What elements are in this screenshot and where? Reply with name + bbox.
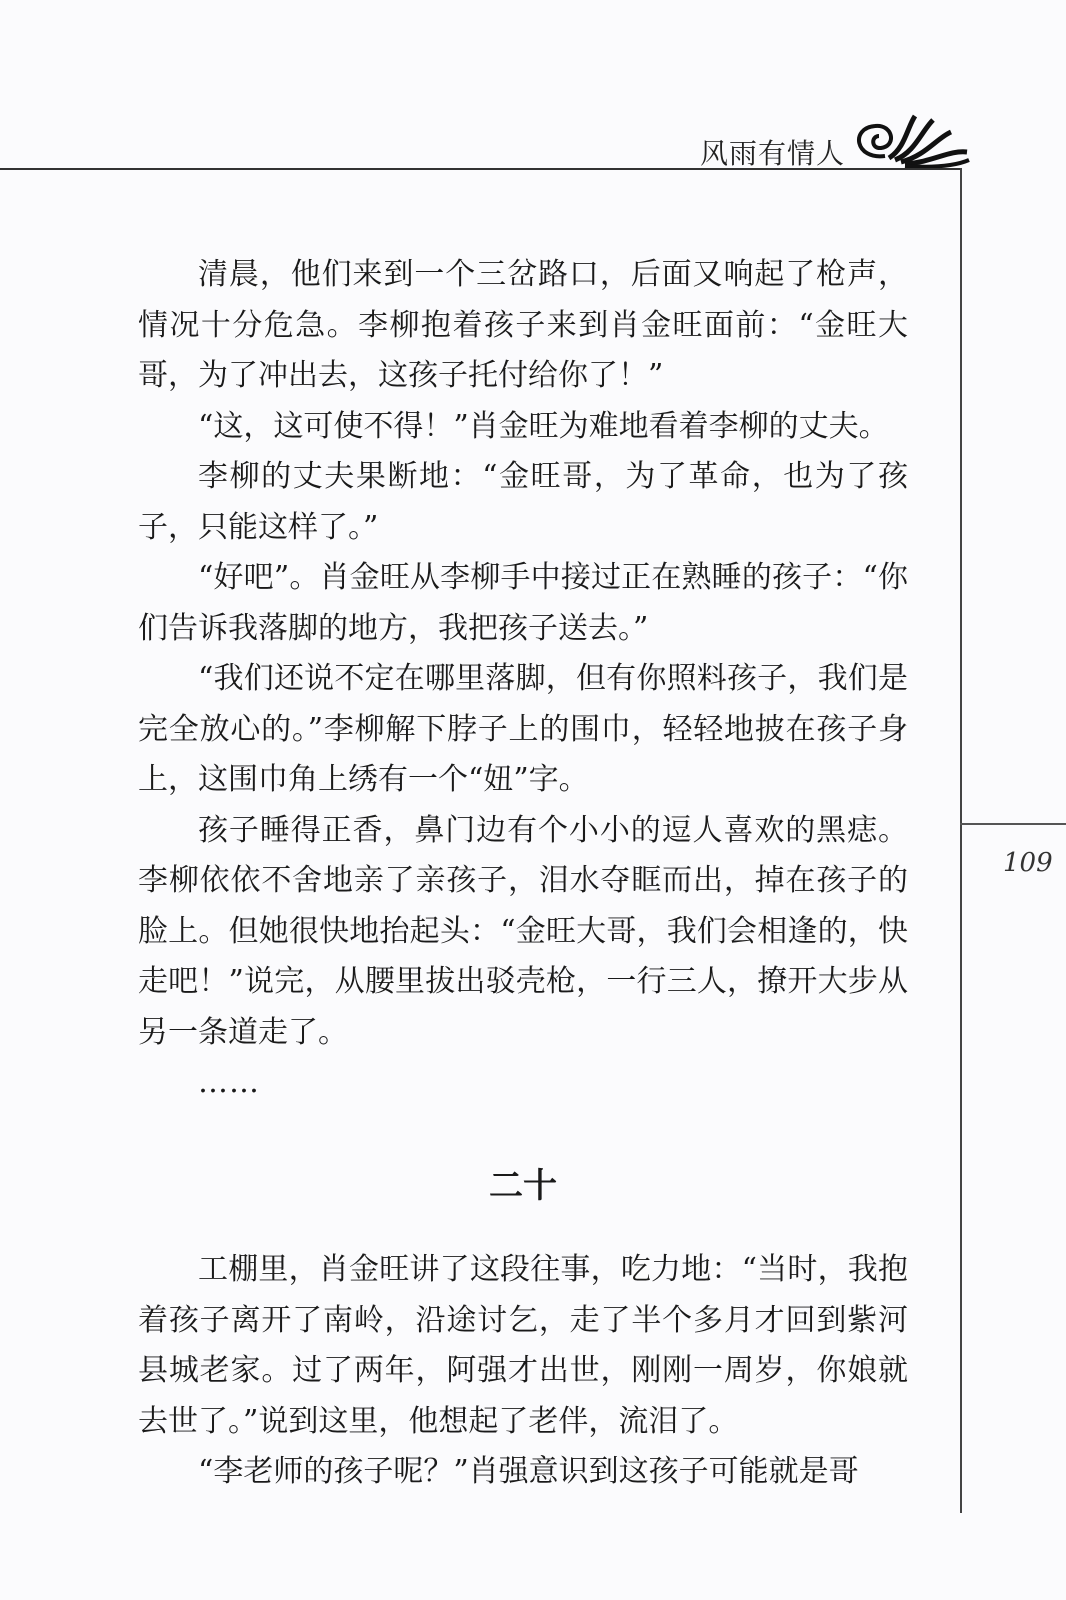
section-heading: 二十 bbox=[489, 1165, 557, 1206]
paragraph: 孩子睡得正香，鼻门边有个小小的逗人喜欢的黑痣。李柳依依不舍地亲了亲孩子，泪水夺眶而出，掉在孩子的脸上。但她很快地抬起头：“金旺大哥，我们会相逢的，快走吧！”说完，从腰里拔出驳壳枪，一行三人，撩开大步从另一条道走了。 bbox=[138, 812, 908, 1050]
paragraph: 李柳的丈夫果断地：“金旺哥，为了革命，也为了孩子，只能这样了。” bbox=[138, 459, 908, 545]
ellipsis: …… bbox=[198, 1065, 260, 1100]
page-number-rule bbox=[960, 823, 1066, 825]
paragraph: 工棚里，肖金旺讲了这段往事，吃力地：“当时，我抱着孩子离开了南岭，沿途讨乞，走了半个多月才回到紫河县城老家。过了两年，阿强才出世，刚刚一周岁，你娘就去世了。”说到这里，他想起了老伴，流泪了。 bbox=[138, 1252, 908, 1439]
paragraph: “好吧”。肖金旺从李柳手中接过正在熟睡的孩子：“你们告诉我落脚的地方，我把孩子送去。” bbox=[138, 560, 908, 646]
running-header-title: 风雨有情人 bbox=[700, 137, 846, 170]
paragraph: “我们还说不定在哪里落脚，但有你照料孩子，我们是完全放心的。”李柳解下脖子上的围巾，轻轻地披在孩子身上，这围巾角上绣有一个“妞”字。 bbox=[138, 661, 908, 797]
header-rule bbox=[0, 168, 962, 170]
paragraph: 清晨，他们来到一个三岔路口，后面又响起了枪声，情况十分危急。李柳抱着孩子来到肖金旺面前：“金旺大哥，为了冲出去，这孩子托付给你了！” bbox=[138, 257, 908, 393]
page-number: 109 bbox=[1003, 848, 1053, 878]
paragraph: “这，这可使不得！”肖金旺为难地看着李柳的丈夫。 bbox=[198, 408, 889, 444]
body-text bbox=[138, 250, 908, 1498]
paragraph: “李老师的孩子呢？”肖强意识到这孩子可能就是哥 bbox=[198, 1454, 859, 1489]
right-frame-rule bbox=[960, 168, 962, 1513]
